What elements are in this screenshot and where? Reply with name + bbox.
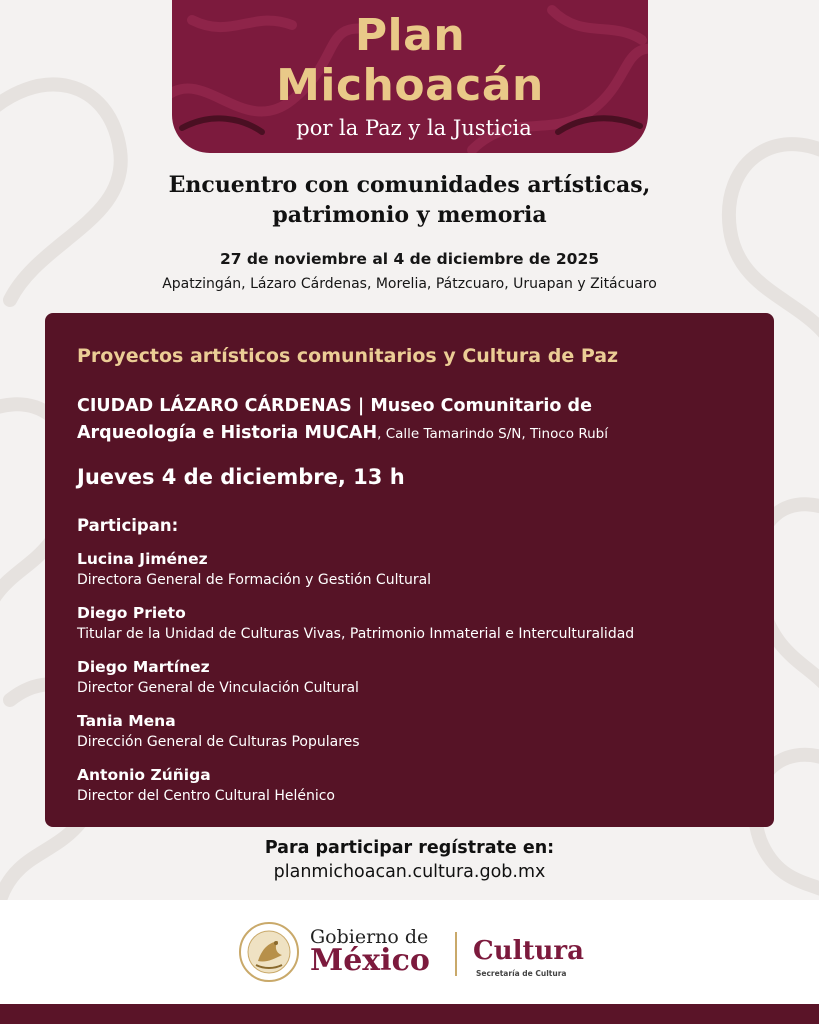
participant-name: Tania Mena [77,712,176,730]
participant-role: Titular de la Unidad de Culturas Vivas, Patrimonio Inmaterial e Interculturalidad [77,626,635,642]
participant-name: Antonio Zúñiga [77,766,211,784]
banner-title-michoacan: Michoacán [276,60,544,111]
participant-name: Diego Prieto [77,604,186,622]
gobierno-de-text: Gobierno de [310,926,429,948]
banner-title-plan: Plan [354,10,466,61]
event-cities: Apatzingán, Lázaro Cárdenas, Morelia, Pátzcuaro, Uruapan y Zitácuaro [162,276,657,292]
event-title-line-2: patrimonio y memoria [272,202,547,228]
secretaria-de-cultura-text: Secretaría de Cultura [476,969,567,978]
participant [77,657,767,711]
banner-subtitle: por la Paz y la Justicia [296,116,532,140]
participant-role: Director General de Vinculación Cultural [77,680,359,696]
plan-michoacan-banner [172,0,648,153]
mexico-text: México [310,943,430,978]
event-datetime: Jueves 4 de diciembre, 13 h [77,465,405,489]
venue [77,393,757,448]
participant-name: Diego Martínez [77,658,210,676]
participant-role: Director del Centro Cultural Helénico [77,788,335,804]
participant-name: Lucina Jiménez [77,550,208,568]
venue-line-2: Arqueología e Historia MUCAH [77,423,378,443]
event-dates: 27 de noviembre al 4 de diciembre de 2025 [219,250,600,268]
event-title-line-1: Encuentro con comunidades artísticas, [168,172,651,198]
registration-label: Para participar regístrate en: [264,838,555,858]
program-card [45,313,774,827]
event-title [0,170,819,230]
participant [77,765,767,819]
registration-url[interactable]: planmichoacan.cultura.gob.mx [273,862,546,882]
venue-line-1: CIUDAD LÁZARO CÁRDENAS | Museo Comunitario de [77,396,592,416]
participant [77,549,767,603]
participant-role: Dirección General de Culturas Populares [77,734,360,750]
participant [77,711,767,765]
venue-address: , Calle Tamarindo S/N, Tinoco Rubí [377,426,608,442]
mexico-coat-of-arms-icon [238,921,300,983]
bottom-bar [0,1004,819,1024]
participants-list [77,549,767,819]
participant [77,603,767,657]
participant-role: Directora General de Formación y Gestión Cultural [77,572,432,588]
program-title: Proyectos artísticos comunitarios y Cultura de Paz [77,345,619,367]
footer-logos [0,900,819,1004]
logo-divider [455,932,457,976]
participants-label: Participan: [77,516,179,535]
cultura-logo-text: Cultura [473,936,584,966]
